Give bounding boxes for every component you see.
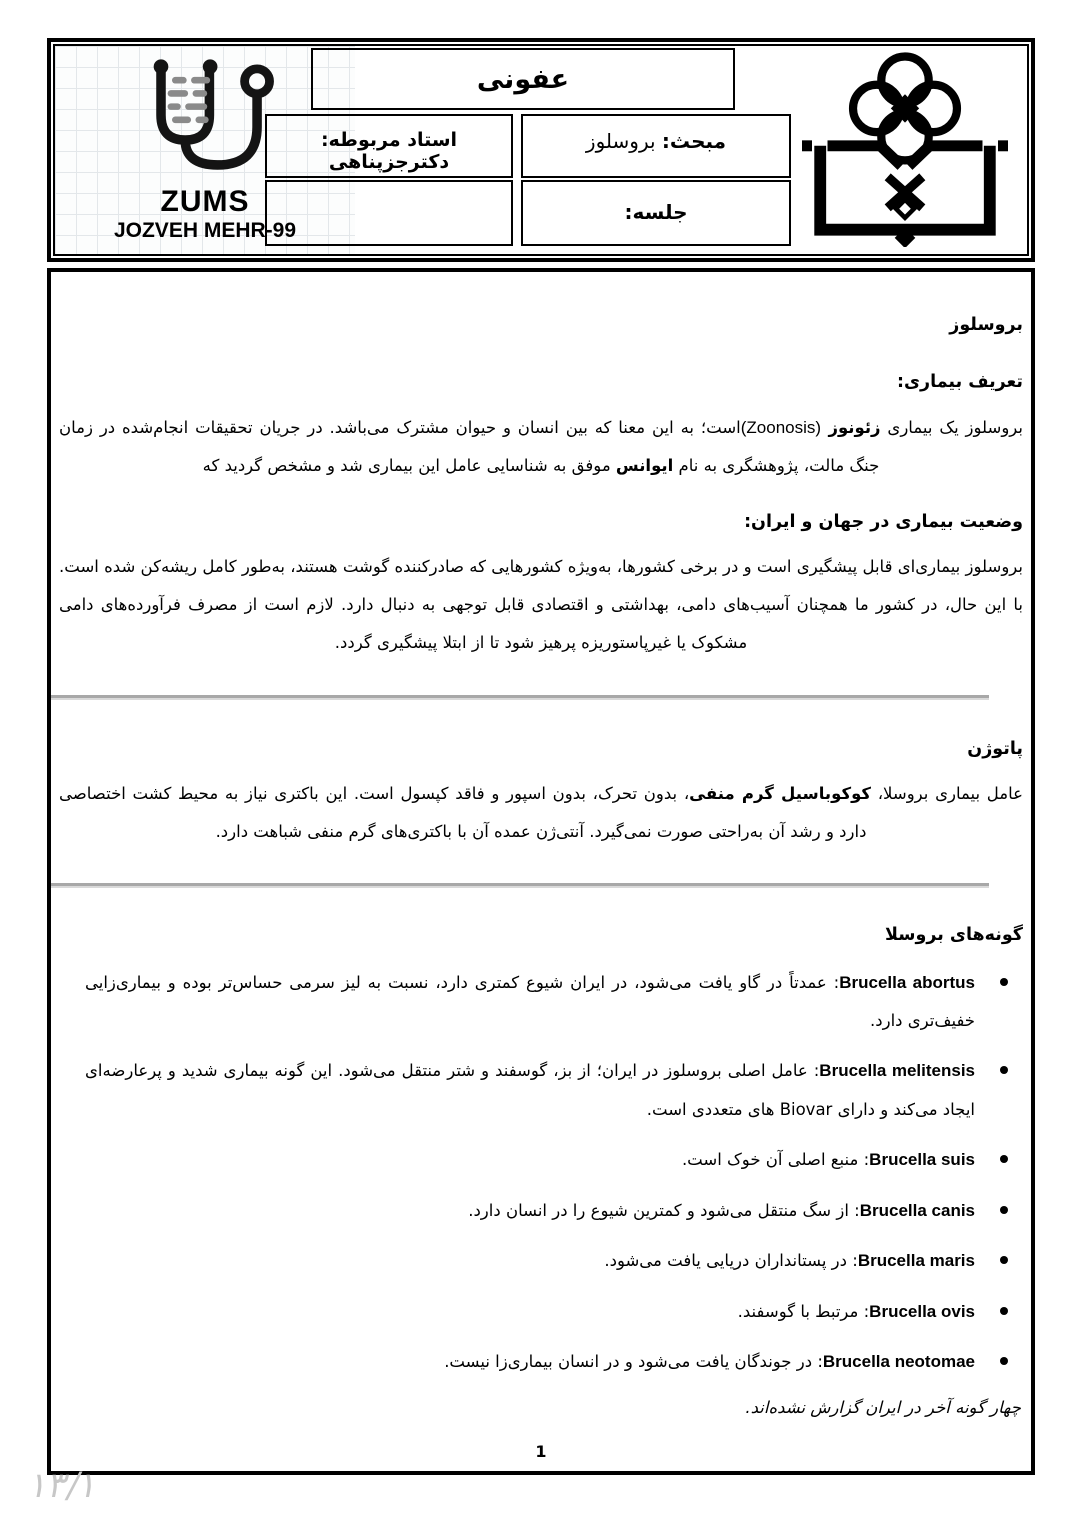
status-paragraph: بروسلوز بیماری‌ای قابل پیشگیری است و در برخی کشورها، به‌ویژه کشورهایی که صادرکننده گوشت هستند، به‌طور کامل ریشه‌کن شده است. با این حال، در کشور ما همچنان آسیب‌های دامی، بهداشتی و اقتصادی قابل توجهی به دنبال دارد. لازم است از مصرف فرآورده‌های دامی مشکوک یا غیرپاستوریزه پرهیز شود تا از ابتلا پیشگیری گردد. xyxy=(59,556,1023,653)
page-number: 1 xyxy=(535,1441,547,1461)
bullet-icon xyxy=(1000,1357,1008,1365)
bullet-icon xyxy=(1000,1066,1008,1074)
heading-species: گونه‌های بروسلا xyxy=(884,925,1023,946)
watermark-page-label: ۱۳/۱ xyxy=(25,1466,103,1506)
bullet-icon xyxy=(1000,1256,1008,1264)
course-title-box xyxy=(311,48,735,110)
list-item: Brucella melitensis: عامل اصلی بروسلوز در ایران؛ از بز، گوسفند و شتر منتقل می‌شود. این گونه بیماری شدید و پرعارضه‌ای ایجاد می‌کند و دارای Biovar های متعددی است. xyxy=(59,1051,1023,1129)
document-body xyxy=(47,268,1035,1475)
definition-paragraph: بروسلوز یک بیماری زئونوز (Zoonosis)است؛ به این معنا که بین انسان و حیوان مشترک می‌باشد. در جریان تحقیقات انجام‌شده در زمان جنگ مالت، پژوهشگری به نام ایوانس موفق به شناسایی عامل این بیماری شد و مشخص گردید که xyxy=(59,417,1023,475)
list-item: Brucella maris: در پستانداران دریایی یافت می‌شود. xyxy=(59,1241,1023,1280)
professor-cell xyxy=(265,114,513,178)
session-cell xyxy=(521,180,791,246)
university-emblem-icon xyxy=(800,51,1010,247)
species-note: چهار گونه آخر در ایران گزارش نشده‌اند. xyxy=(745,1398,1021,1418)
course-title: عفونی xyxy=(476,63,570,95)
header-inner-border xyxy=(53,44,1029,256)
professor-line: استاد مربوطه: دکترجزپناهی xyxy=(320,129,458,173)
bullet-icon xyxy=(1000,1206,1008,1214)
list-item: Brucella canis: از سگ منتقل می‌شود و کمترین شیوع را در انسان دارد. xyxy=(59,1191,1023,1230)
list-item: Brucella suis: منبع اصلی آن خوک است. xyxy=(59,1140,1023,1179)
section-divider xyxy=(51,883,989,888)
bullet-icon xyxy=(1000,978,1008,986)
topic-label: مبحث: xyxy=(661,129,727,153)
heading-brucellosis: بروسلوز xyxy=(949,315,1023,335)
heading-status: وضعیت بیماری در جهان و ایران: xyxy=(744,512,1023,533)
empty-cell xyxy=(265,180,513,246)
university-logo xyxy=(787,46,1023,252)
bullet-icon xyxy=(1000,1155,1008,1163)
section-divider xyxy=(51,695,989,700)
list-item: Brucella abortus: عمدتاً در گاو یافت می‌شود، در ایران شیوع کمتری دارد، نسبت به لیز سرمی حساس‌تر بوده و بیماری‌زایی خفیف‌تری دارد. xyxy=(59,963,1023,1041)
topic-value: بروسلوز xyxy=(585,129,662,153)
list-item: Brucella ovis: مرتبط با گوسفند. xyxy=(59,1292,1023,1331)
heading-definition: تعریف بیماری: xyxy=(897,371,1023,392)
zums-logo-text-line2: JOZVEH MEHR-99 xyxy=(113,218,297,242)
list-item: Brucella neotomae: در جوندگان یافت می‌شود و در انسان بیماری‌زا نیست. xyxy=(59,1342,1023,1381)
document-header xyxy=(47,38,1035,262)
pathogen-paragraph: عامل بیماری بروسلا، کوکوباسیل گرم منفی، بدون تحرک، بدون اسپور و فاقد کپسول است. این باکتری نیاز به محیط کشت اختصاصی دارد و رشد آن به‌راحتی صورت نمی‌گیرد. آنتی‌ژن عمده آن با باکتری‌های گرم منفی شباهت دارد. xyxy=(59,783,1024,841)
heading-pathogen: پاتوژن xyxy=(967,738,1023,759)
session-label: جلسه: xyxy=(624,200,688,224)
topic-cell xyxy=(521,114,791,178)
species-list xyxy=(59,963,1023,1382)
bullet-icon xyxy=(1000,1307,1008,1315)
zums-logo-text-line1: ZUMS xyxy=(160,185,250,218)
